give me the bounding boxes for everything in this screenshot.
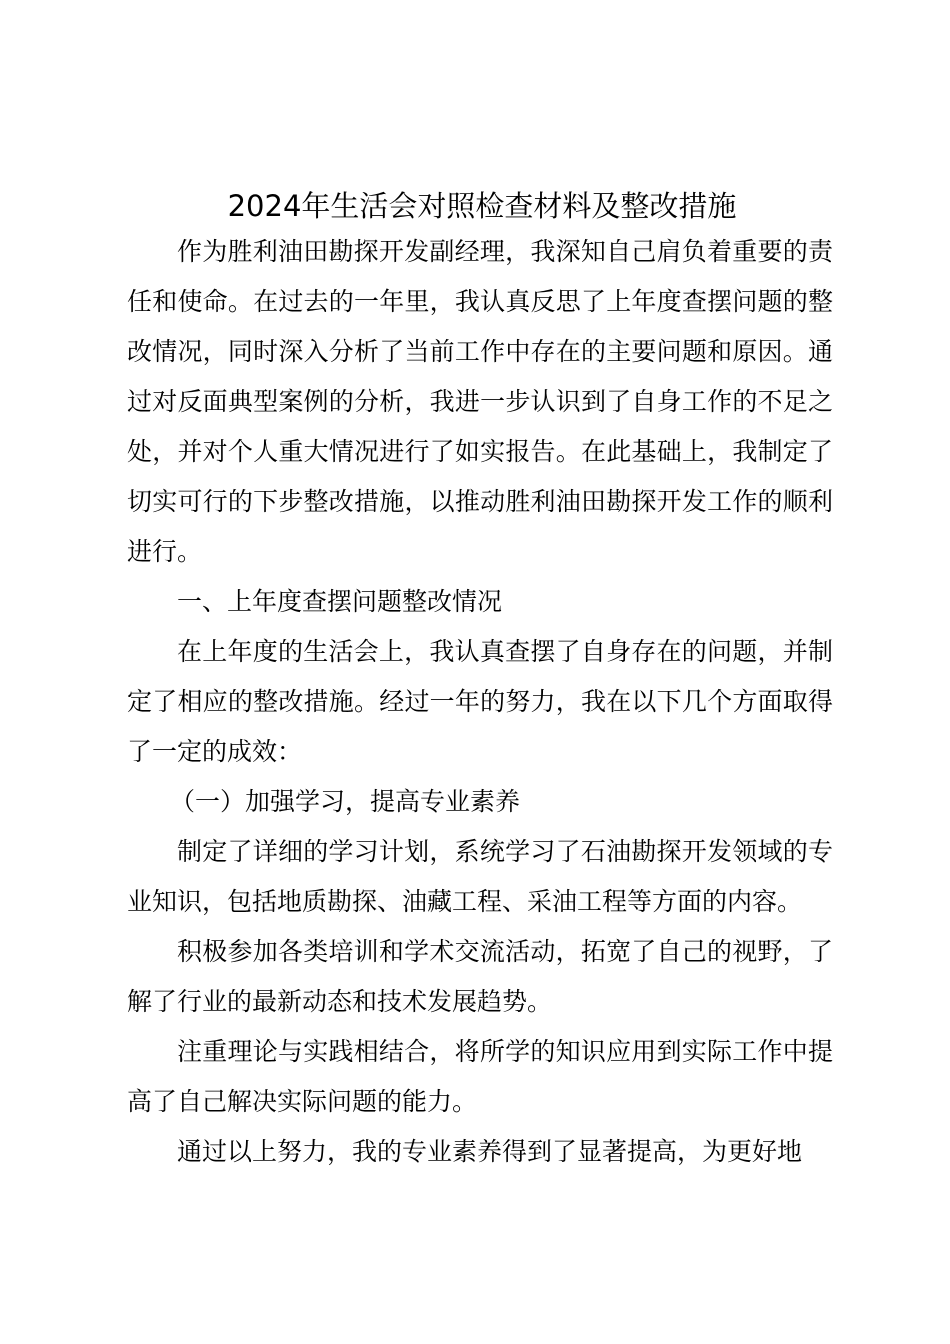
subsection-1-paragraph-3: 注重理论与实践相结合，将所学的知识应用到实际工作中提高了自己解决实际问题的能力。 xyxy=(127,1037,833,1116)
section-heading-1: 一、上年度查摆问题整改情况 xyxy=(177,587,503,616)
intro-paragraph: 作为胜利油田勘探开发副经理，我深知自己肩负着重要的责任和使命。在过去的一年里，我认真反思了上年度查摆问题的整改情况，同时深入分析了当前工作中存在的主要问题和原因。通过对反面典型案例的分析，我进一步认识到了自身工作的不足之处，并对个人重大情况进行了如实报告。在此基础上，我制定了切实可行的下步整改措施，以推动胜利油田勘探开发工作的顺利进行。 xyxy=(127,237,833,566)
subsection-1-paragraph-1: 制定了详细的学习计划，系统学习了石油勘探开发领域的专业知识，包括地质勘探、油藏工程、采油工程等方面的内容。 xyxy=(127,837,833,916)
document-page xyxy=(127,185,833,1177)
document-title: 2024年生活会对照检查材料及整改措施 xyxy=(227,189,737,223)
section-1-paragraph: 在上年度的生活会上，我认真查摆了自身存在的问题，并制定了相应的整改措施。经过一年的努力，我在以下几个方面取得了一定的成效： xyxy=(127,637,833,766)
subsection-heading-1: （一）加强学习，提高专业素养 xyxy=(170,787,521,816)
subsection-1-paragraph-2: 积极参加各类培训和学术交流活动，拓宽了自己的视野，了解了行业的最新动态和技术发展趋势。 xyxy=(127,937,833,1016)
subsection-1-paragraph-4: 通过以上努力，我的专业素养得到了显著提高，为更好地 xyxy=(177,1137,803,1166)
document-body xyxy=(127,227,833,1177)
